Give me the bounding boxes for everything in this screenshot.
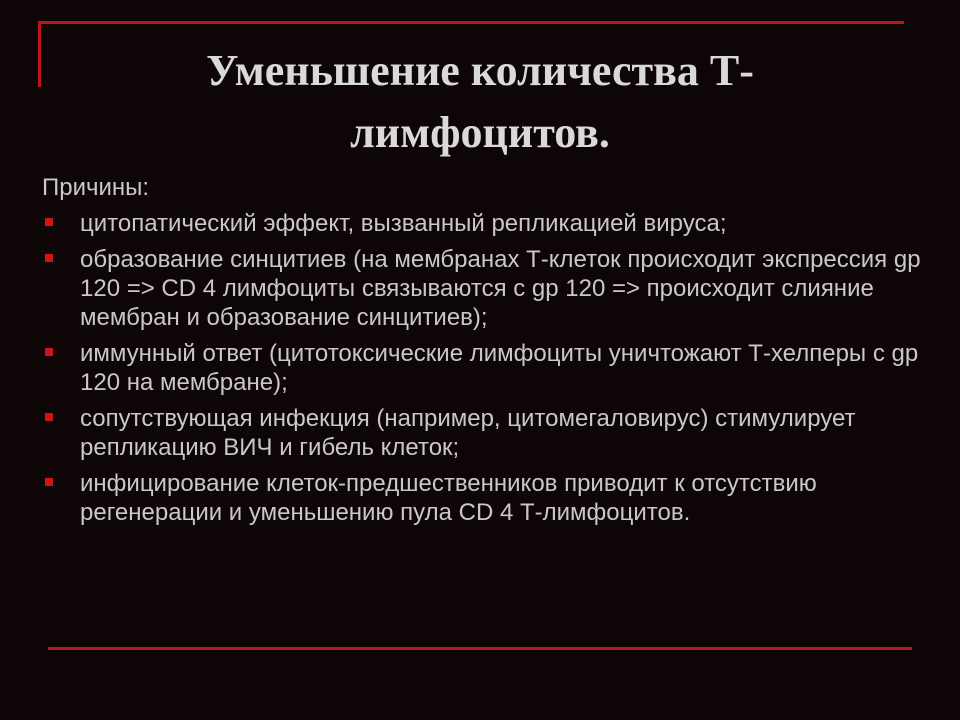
square-bullet-icon xyxy=(45,348,53,356)
list-item-text: иммунный ответ (цитотоксические лимфоциты уничтожают Т-хелперы с gp 120 на мембране); xyxy=(80,340,919,396)
list-item-text: инфицирование клеток-предшественников приводит к отсутствию регенерации и уменьшению пула CD 4 Т-лимфоцитов. xyxy=(80,470,817,526)
square-bullet-icon xyxy=(45,478,53,486)
title-line-2: лимфоцитов. xyxy=(350,108,610,157)
square-bullet-icon xyxy=(45,254,53,262)
square-bullet-icon xyxy=(45,413,53,421)
list-item xyxy=(42,245,922,332)
list-item xyxy=(42,339,922,397)
list-item xyxy=(42,469,922,527)
causes-list xyxy=(42,209,922,527)
title-line-1: Уменьшение количества Т- xyxy=(206,46,754,95)
bottom-divider xyxy=(48,647,912,650)
list-item-text: цитопатический эффект, вызванный репликацией вируса; xyxy=(80,210,727,237)
top-divider xyxy=(40,21,904,24)
list-item xyxy=(42,209,922,238)
list-item-text: сопутствующая инфекция (например, цитомегаловирус) стимулирует репликацию ВИЧ и гибель клеток; xyxy=(80,405,856,461)
square-bullet-icon xyxy=(45,218,53,226)
left-divider xyxy=(38,21,41,87)
slide-title xyxy=(60,40,900,164)
list-item-text: образование синцитиев (на мембранах Т-клеток происходит экспрессия gp 120 => CD 4 лимфоциты связываются с gp 120 => происходит слияние мембран и образование синцитиев); xyxy=(80,246,921,331)
list-item xyxy=(42,404,922,462)
slide-body xyxy=(42,173,922,534)
causes-heading: Причины: xyxy=(42,174,150,201)
